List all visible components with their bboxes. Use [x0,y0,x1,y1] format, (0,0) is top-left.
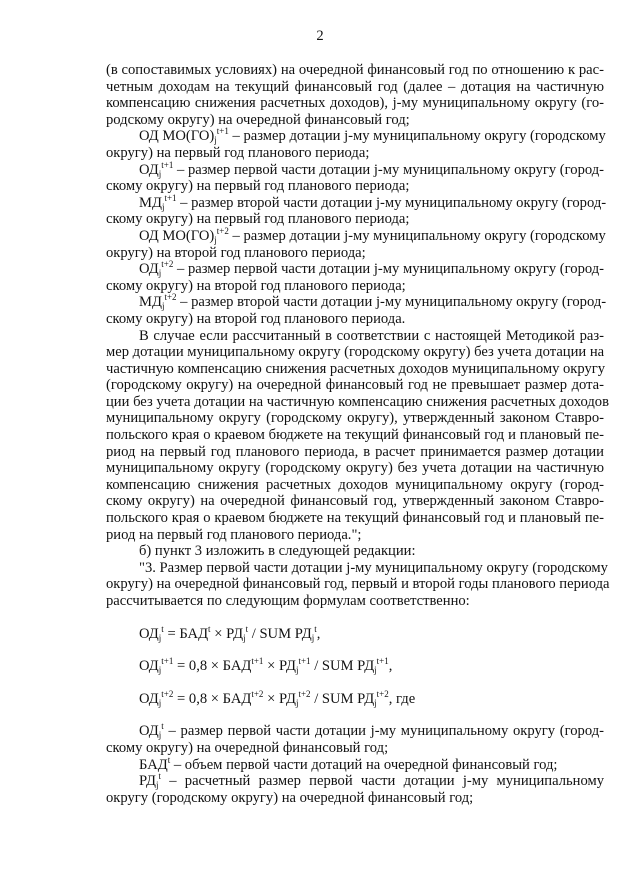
spacer [106,610,604,626]
text-line: В случае если рассчитанный в соответствии с настоящей Методикой раз- [139,327,604,344]
text-line: "3. Размер первой части дотации j-му муниципальному округу (городскому [139,559,608,576]
document-body [106,62,610,806]
text-line: компенсацию снижения расчетных доходов), j-му муниципальному округу (го- [106,95,604,112]
definition-line: скому округу) на очередной финансовый год; [106,739,389,756]
text-line: $ОД_j^{t+2}$ – размер первой части дотации j-му муниципальному округу (город- [139,259,605,279]
text-line: (городскому округу) на очередной финансовый год не превышает размер дота- [106,377,604,394]
definition-line: $РД_j^t$ – расчетный размер первой части дотации j-му муниципальному [139,771,604,791]
text-line: ОД $МО(ГО)_j^{t+1}$ – размер дотации j-му муниципальному округу (городскому [139,126,606,146]
text-line: четным доходам на текущий финансовый год (далее – дотация на частичную [106,78,604,95]
text-line: муниципальному округу (городскому округу) без учета дотации на частичную [106,460,604,477]
text-line: скому округу) на второй год планового периода; [106,277,406,294]
formula-block [106,623,604,708]
text-line: $МД_j^{t+2}$ – размер второй части дотации j-му муниципальному округу (город- [139,292,607,312]
text-line: округу) на второй год планового периода; [106,244,366,261]
text-line: польского края о краевом бюджете на текущий финансовый год и плановый пе- [106,427,604,444]
text-line: $ОД_j^{t+1}$ – размер первой части дотации j-му муниципальному округу (город- [139,159,605,179]
formula-line: $ОД_j^t = БАД^t \times РД_j^t$ / SUM $РД_j^t$, [139,623,321,643]
formula-line: $ОД_j^{t+2} = 0,8 \times БАД^{t+2} \times РД_j^{t+2}$ / SUM $РД_j^{t+2}$, где [139,688,416,708]
text-line: родскому округу) на очередной финансовый год; [106,111,410,128]
text-line: ции без учета дотации на частичную компенсацию снижения расчетных доходов [106,393,609,410]
text-line: рассчитывается по следующим формулам соответственно: [106,593,470,609]
text-line: частичную компенсацию снижения расчетных доходов муниципальному округу [106,360,606,377]
text-line: риод на первый год планового периода."; [106,526,362,543]
text-block [106,62,610,610]
definitions-block [106,723,604,806]
definition-line: $ОД_j^t$ – размер первой части дотации j-му муниципальному округу (город- [139,721,604,741]
formula-line: $ОД_j^{t+1} = 0,8 \times БАД^{t+1} \times РД_j^{t+1}$ / SUM $РД_j^{t+1}$, [139,656,393,676]
text-line: скому округу) на очередной финансовый год, утвержденный законом Ставро- [106,493,604,510]
text-line: скому округу) на первый год планового периода; [106,178,410,195]
definition-line: округу (городскому округу) на очередной финансовый год; [106,789,474,806]
text-line: ОД $МО(ГО)_j^{t+2}$ – размер дотации j-му муниципальному округу (городскому [139,225,606,245]
text-line: (в сопоставимых условиях) на очередной финансовый год по отношению к рас- [106,62,604,78]
text-line: б) пункт 3 изложить в следующей редакции: [139,543,416,560]
text-line: риод на первый год планового периода, в расчет принимается размер дотации [106,443,604,460]
text-line: округу) на очередной финансовый год, первый и второй годы планового периода [106,576,610,593]
text-line: скому округу) на первый год планового периода; [106,211,410,228]
text-line: муниципальному округу (городскому округу), утвержденный законом Ставро- [106,410,604,427]
text-line: $МД_j^{t+1}$ – размер второй части дотации j-му муниципальному округу (город- [139,192,607,212]
text-line: мер дотации муниципальному округу (городскому округу) без учета дотации на [106,344,605,361]
page-number: 2 [316,28,324,44]
text-line: округу) на первый год планового периода; [106,144,370,161]
text-line: скому округу) на второй год планового периода. [106,310,406,327]
spacer [106,707,604,723]
text-line: польского края о краевом бюджете на текущий финансовый год и плановый пе- [106,510,604,527]
text-line: компенсацию снижения расчетных доходов муниципальному округу (город- [106,476,604,493]
definition-line: БАД$^t$ – объем первой части дотаций на очередной финансовый год; [139,754,558,773]
